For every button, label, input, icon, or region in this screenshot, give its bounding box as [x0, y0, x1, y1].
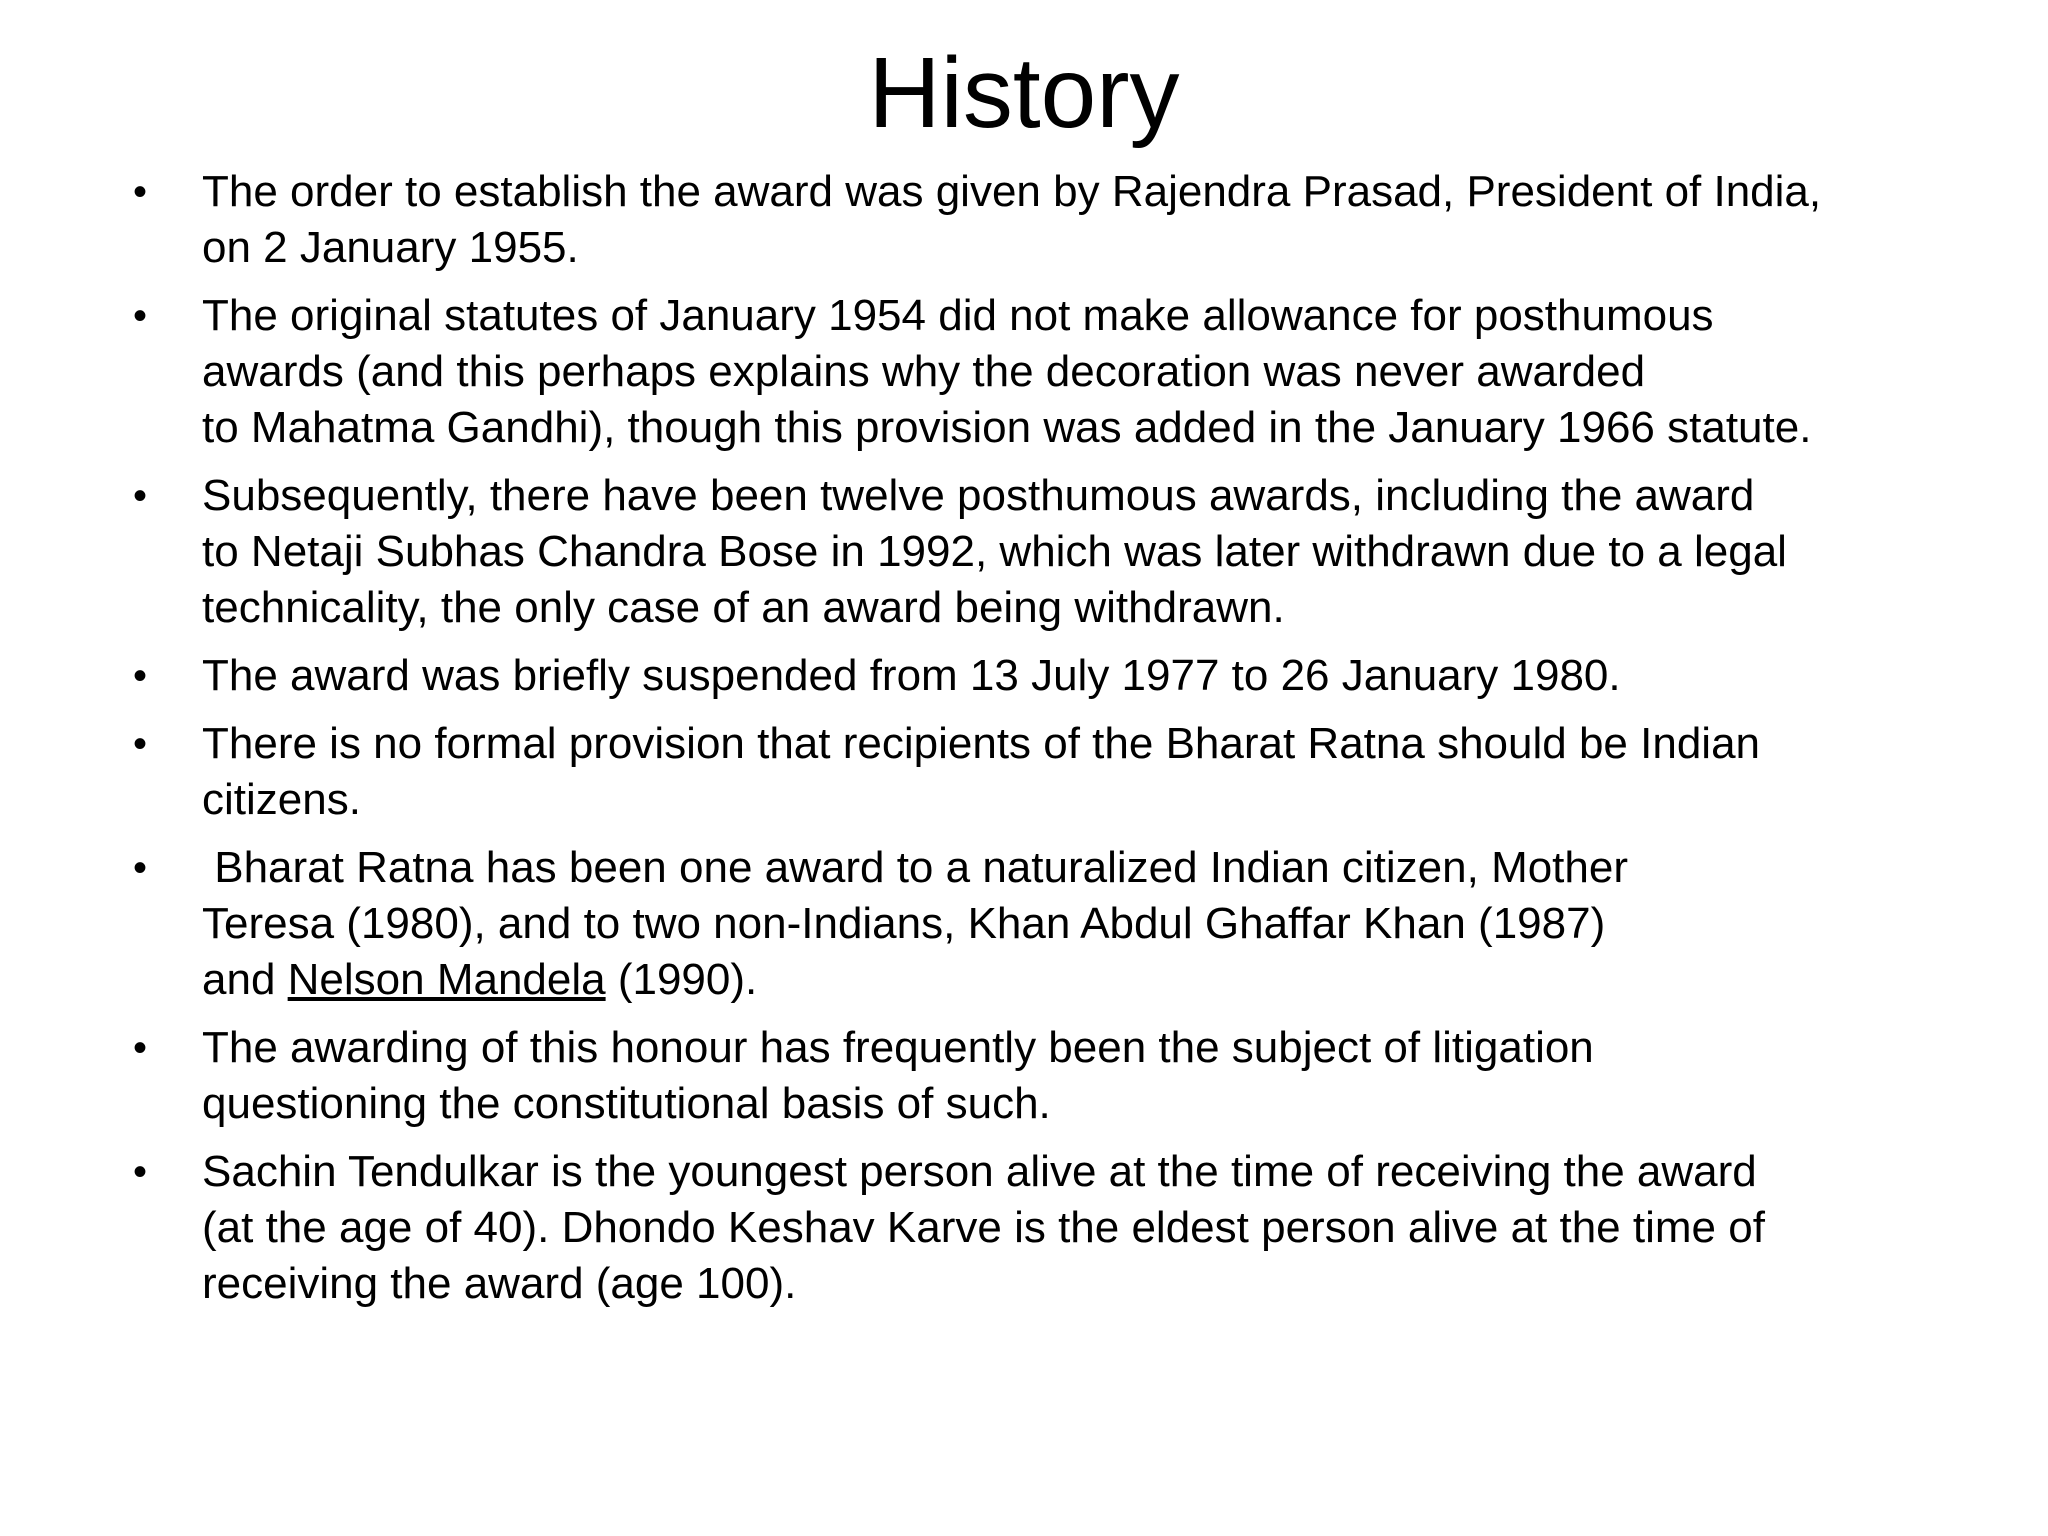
line-suffix: (1990). [605, 955, 758, 1004]
bullet-text-line: Bharat Ratna has been one award to a naturalized Indian citizen, Mother [202, 843, 1629, 892]
bullet-dot-icon: • [132, 722, 147, 766]
bullet-item [120, 1020, 1950, 1132]
bullet-text-line: (at the age of 40). Dhondo Keshav Karve is the eldest person alive at the time of [202, 1203, 1765, 1252]
bullet-text-line: Sachin Tendulkar is the youngest person alive at the time of receiving the award [202, 1147, 1757, 1196]
bullet-text-line: citizens. [202, 775, 361, 824]
bullet-text-line: to Mahatma Gandhi), though this provision was added in the January 1966 statute. [202, 403, 1812, 452]
bullet-item [120, 716, 1950, 828]
bullet-dot-icon: • [132, 1026, 147, 1070]
bullet-item [120, 468, 1950, 636]
bullet-text-line: The award was briefly suspended from 13 July 1977 to 26 January 1980. [202, 651, 1621, 700]
bullet-text-line: The original statutes of January 1954 did not make allowance for posthumous [202, 291, 1714, 340]
bullet-dot-icon: • [132, 294, 147, 338]
line-prefix: and [202, 955, 288, 1004]
bullet-text-line: The order to establish the award was given by Rajendra Prasad, President of India, [202, 167, 1822, 216]
bullet-item [120, 840, 1950, 1008]
bullet-text-line-with-link [202, 952, 1950, 1008]
bullet-item [120, 1144, 1950, 1312]
bullet-dot-icon: • [132, 170, 147, 214]
bullet-text-line: Teresa (1980), and to two non-Indians, Khan Abdul Ghaffar Khan (1987) [202, 899, 1606, 948]
slide-title: History [868, 37, 1180, 149]
bullet-text-line: receiving the award (age 100). [202, 1259, 797, 1308]
nelson-mandela-link[interactable]: Nelson Mandela [287, 955, 606, 1004]
bullet-item [120, 648, 1950, 704]
bullet-text-line: The awarding of this honour has frequently been the subject of litigation [202, 1023, 1594, 1072]
bullet-text-line: awards (and this perhaps explains why the decoration was never awarded [202, 347, 1646, 396]
bullet-text-line: questioning the constitutional basis of such. [202, 1079, 1051, 1128]
bullet-dot-icon: • [132, 474, 147, 518]
bullet-item [120, 164, 1950, 276]
bullet-text-line: on 2 January 1955. [202, 223, 579, 272]
bullet-dot-icon: • [132, 846, 147, 890]
bullet-text-line: There is no formal provision that recipients of the Bharat Ratna should be Indian [202, 719, 1761, 768]
bullet-dot-icon: • [132, 654, 147, 698]
bullet-text-line: Subsequently, there have been twelve posthumous awards, including the award [202, 471, 1755, 520]
bullet-list [120, 164, 1950, 1324]
bullet-text-line: to Netaji Subhas Chandra Bose in 1992, which was later withdrawn due to a legal [202, 527, 1787, 576]
bullet-dot-icon: • [132, 1150, 147, 1194]
bullet-text-line: technicality, the only case of an award being withdrawn. [202, 583, 1285, 632]
bullet-item [120, 288, 1950, 456]
